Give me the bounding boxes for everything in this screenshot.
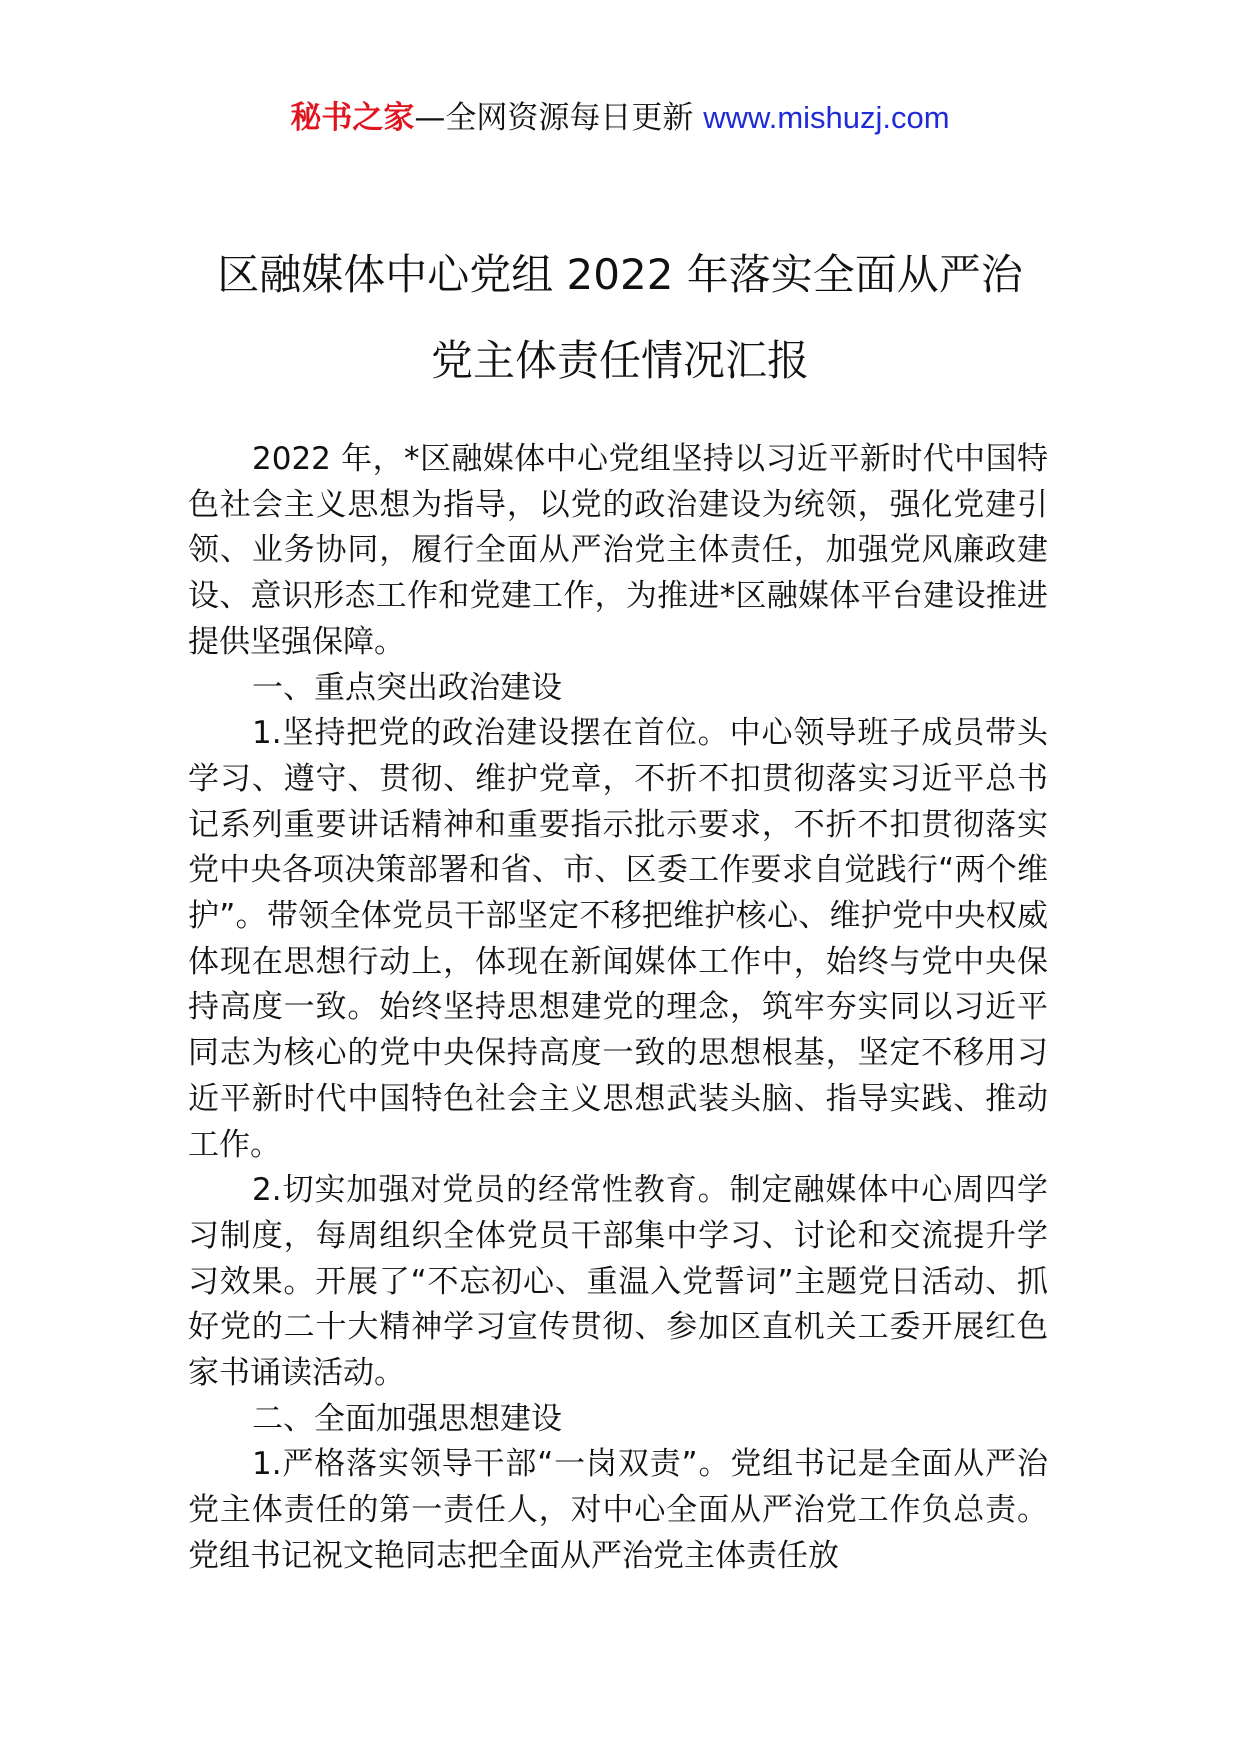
document-title-line-1: 区融媒体中心党组 2022 年落实全面从严治 [217,250,1023,299]
site-brand: 秘书之家 [290,100,415,136]
intro-paragraph: 2022 年，*区融媒体中心党组坚持以习近平新时代中国特色社会主义思想为指导，以党的政治建设为统领，强化党建引领、业务协同，履行全面从严治党主体责任，加强党风廉政建设、意识形态工作和党建工作，为推进*区融媒体平台建设推进提供坚强保障。 [188,441,1048,660]
document-body [188,437,1048,1580]
document-title [150,232,1090,404]
site-url-link[interactable]: www.mishuzj.com [703,100,950,135]
body-paragraph: 2.切实加强对党员的经常性教育。制定融媒体中心周四学习制度，每周组织全体党员干部集中学习、讨论和交流提升学习效果。开展了“不忘初心、重温入党誓词”主题党日活动、抓好党的二十大精神学习宣传贯彻、参加区直机关工委开展红色家书诵读活动。 [188,1172,1048,1392]
site-slogan: —全网资源每日更新 [414,100,704,136]
section-heading-1: 一、重点突出政治建设 [252,669,562,706]
section-heading-2: 二、全面加强思想建设 [252,1400,562,1437]
body-paragraph: 1.坚持把党的政治建设摆在首位。中心领导班子成员带头学习、遵守、贯彻、维护党章，不折不扣贯彻落实习近平总书记系列重要讲话精神和重要指示批示要求，不折不扣贯彻落实党中央各项决策部署和省、市、区委工作要求自觉践行“两个维护”。带领全体党员干部坚定不移把维护核心、维护党中央权威体现在思想行动上，体现在新闻媒体工作中，始终与党中央保持高度一致。始终坚持思想建党的理念，筑牢夯实同以习近平同志为核心的党中央保持高度一致的思想根基，坚定不移用习近平新时代中国特色社会主义思想武装头脑、指导实践、推动工作。 [188,715,1048,1163]
site-header [0,98,1240,138]
document-title-line-2: 党主体责任情况汇报 [430,336,809,385]
body-paragraph: 1.严格落实领导干部“一岗双责”。党组书记是全面从严治党主体责任的第一责任人，对中心全面从严治党工作负总责。党组书记祝文艳同志把全面从严治党主体责任放 [188,1446,1048,1574]
